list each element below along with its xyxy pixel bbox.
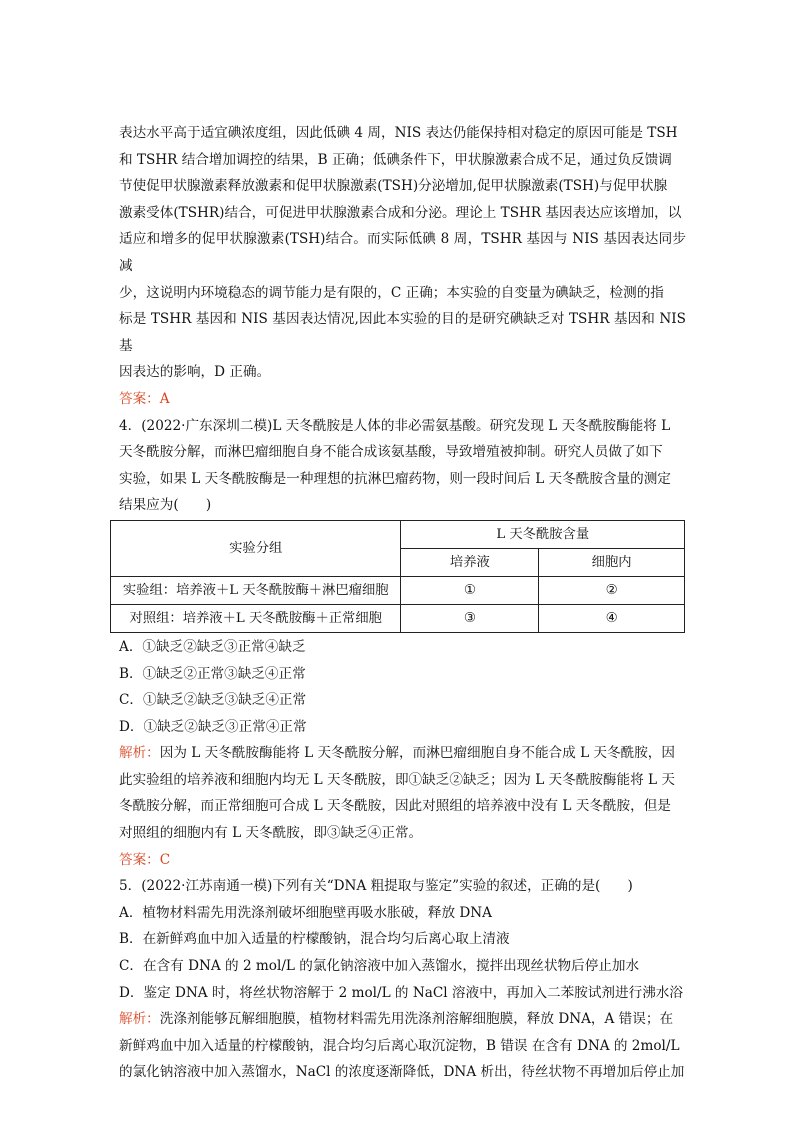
q5-stem: 5．(2022·江苏南通一模)下列有关“DNA 粗提取与鉴定”实验的叙述，正确的是( ) <box>119 878 633 895</box>
q4-option-d: D．①缺乏②缺乏③正常④正常 <box>119 718 307 735</box>
continuation-line: 少，这说明内环境稳态的调节能力是有限的，C 正确；本实验的自变量为碘缺乏，检测的指 <box>119 284 664 301</box>
table-cell: ④ <box>539 604 685 632</box>
table-subheader-intracellular: 细胞内 <box>539 548 685 576</box>
q4-option-a: A．①缺乏②缺乏③正常④缺乏 <box>119 638 306 655</box>
q4-analysis-line: 解析：因为 L 天冬酰胺酶能将 L 天冬酰胺分解，而淋巴瘤细胞自身不能合成 L 天冬酰胺，因 <box>119 745 675 762</box>
continuation-line: 标是 TSHR 基因和 NIS 基因表达情况,因此本实验的目的是研究碘缺乏对 TSHR 基因和 NIS 基 <box>119 311 686 354</box>
continuation-line: 因表达的影响，D 正确。 <box>119 364 271 381</box>
q5-option-b: B．在新鲜鸡血中加入适量的柠檬酸钠，混合均匀后离心取上清液 <box>119 931 510 948</box>
table-cell-group: 对照组：培养液＋L 天冬酰胺酶＋正常细胞 <box>111 604 401 632</box>
q4-analysis-line: 对照组的细胞内有 L 天冬酰胺，即③缺乏④正常。 <box>119 825 423 842</box>
table-row <box>111 576 685 604</box>
q5-option-d: D．鉴定 DNA 时，将丝状物溶解于 2 mol/L 的 NaCl 溶液中，再加入二苯胺试剂进行沸水浴 <box>119 984 683 1001</box>
q4-stem-line: 天冬酰胺分解，而淋巴瘤细胞自身不能合成该氨基酸，导致增殖被抑制。研究人员做了如下 <box>119 444 663 461</box>
continuation-line: 适应和增多的促甲状腺激素(TSH)结合。而实际低碘 8 周，TSHR 基因与 NIS 基因表达同步减 <box>119 231 686 274</box>
q4-stem-line: 结果应为( ) <box>119 497 212 514</box>
q4-analysis-line: 此实验组的培养液和细胞内均无 L 天冬酰胺，即①缺乏②缺乏；因为 L 天冬酰胺酶能将 L 天 <box>119 771 675 788</box>
continuation-line: 激素受体(TSHR)结合，可促进甲状腺激素合成和分泌。理论上 TSHR 基因表达应该增加，以 <box>119 204 682 221</box>
table-subheader-medium: 培养液 <box>401 548 539 576</box>
table-cell-group: 实验组：培养液＋L 天冬酰胺酶＋淋巴瘤细胞 <box>111 576 401 604</box>
continuation-line: 节使促甲状腺激素释放激素和促甲状腺激素(TSH)分泌增加,促甲状腺激素(TSH)与促甲状腺 <box>119 178 668 195</box>
analysis-label: 解析： <box>119 745 160 762</box>
continuation-line: 表达水平高于适宜碘浓度组，因此低碘 4 周，NIS 表达仍能保持相对稳定的原因可能是 TSH <box>119 125 678 141</box>
q5-option-c: C．在含有 DNA 的 2 mol/L 的氯化钠溶液中加入蒸馏水，搅拌出现丝状物后停止加水 <box>119 958 640 975</box>
table-cell: ③ <box>401 604 539 632</box>
q5-option-a: A．植物材料需先用洗涤剂破坏细胞壁再吸水胀破，释放 DNA <box>119 904 492 921</box>
page-content <box>119 120 686 1086</box>
q5-analysis-line: 新鲜鸡血中加入适量的柠檬酸钠，混合均匀后离心取沉淀物，B 错误 在含有 DNA 的 2mol/L <box>119 1037 680 1054</box>
q4-option-b: B．①缺乏②正常③缺乏④正常 <box>119 665 306 682</box>
q5-analysis-line: 的氯化钠溶液中加入蒸馏水，NaCl 的浓度逐渐降低，DNA 析出，待丝状物不再增加后停止加 <box>119 1064 685 1081</box>
experiment-table <box>110 520 685 633</box>
q4-analysis-line: 冬酰胺分解，而正常细胞可合成 L 天冬酰胺，因此对照组的培养液中没有 L 天冬酰胺，但是 <box>119 798 671 815</box>
analysis-label: 解析： <box>119 1011 160 1028</box>
continuation-line: 和 TSHR 结合增加调控的结果，B 正确；低碘条件下，甲状腺激素合成不足，通过负反馈调 <box>119 151 672 168</box>
table-cell: ① <box>401 576 539 604</box>
table-cell: ② <box>539 576 685 604</box>
q5-analysis-line: 解析：洗涤剂能够瓦解细胞膜，植物材料需先用洗涤剂溶解细胞膜，释放 DNA，A 错误；在 <box>119 1011 674 1028</box>
table-row <box>111 604 685 632</box>
q4-option-c: C．①缺乏②缺乏③缺乏④正常 <box>119 692 307 709</box>
q4-stem-line: 4．(2022·广东深圳二模)L 天冬酰胺是人体的非必需氨基酸。研究发现 L 天冬酰胺酶能将 L <box>119 417 671 434</box>
answer-q3: 答案：A <box>119 390 170 407</box>
answer-q4: 答案：C <box>119 851 171 868</box>
table-header-group: 实验分组 <box>111 520 401 576</box>
q4-stem-line: 实验，如果 L 天冬酰胺酶是一种理想的抗淋巴瘤药物，则一段时间后 L 天冬酰胺含量的测定 <box>119 470 671 487</box>
table-header-content: L 天冬酰胺含量 <box>401 520 685 548</box>
